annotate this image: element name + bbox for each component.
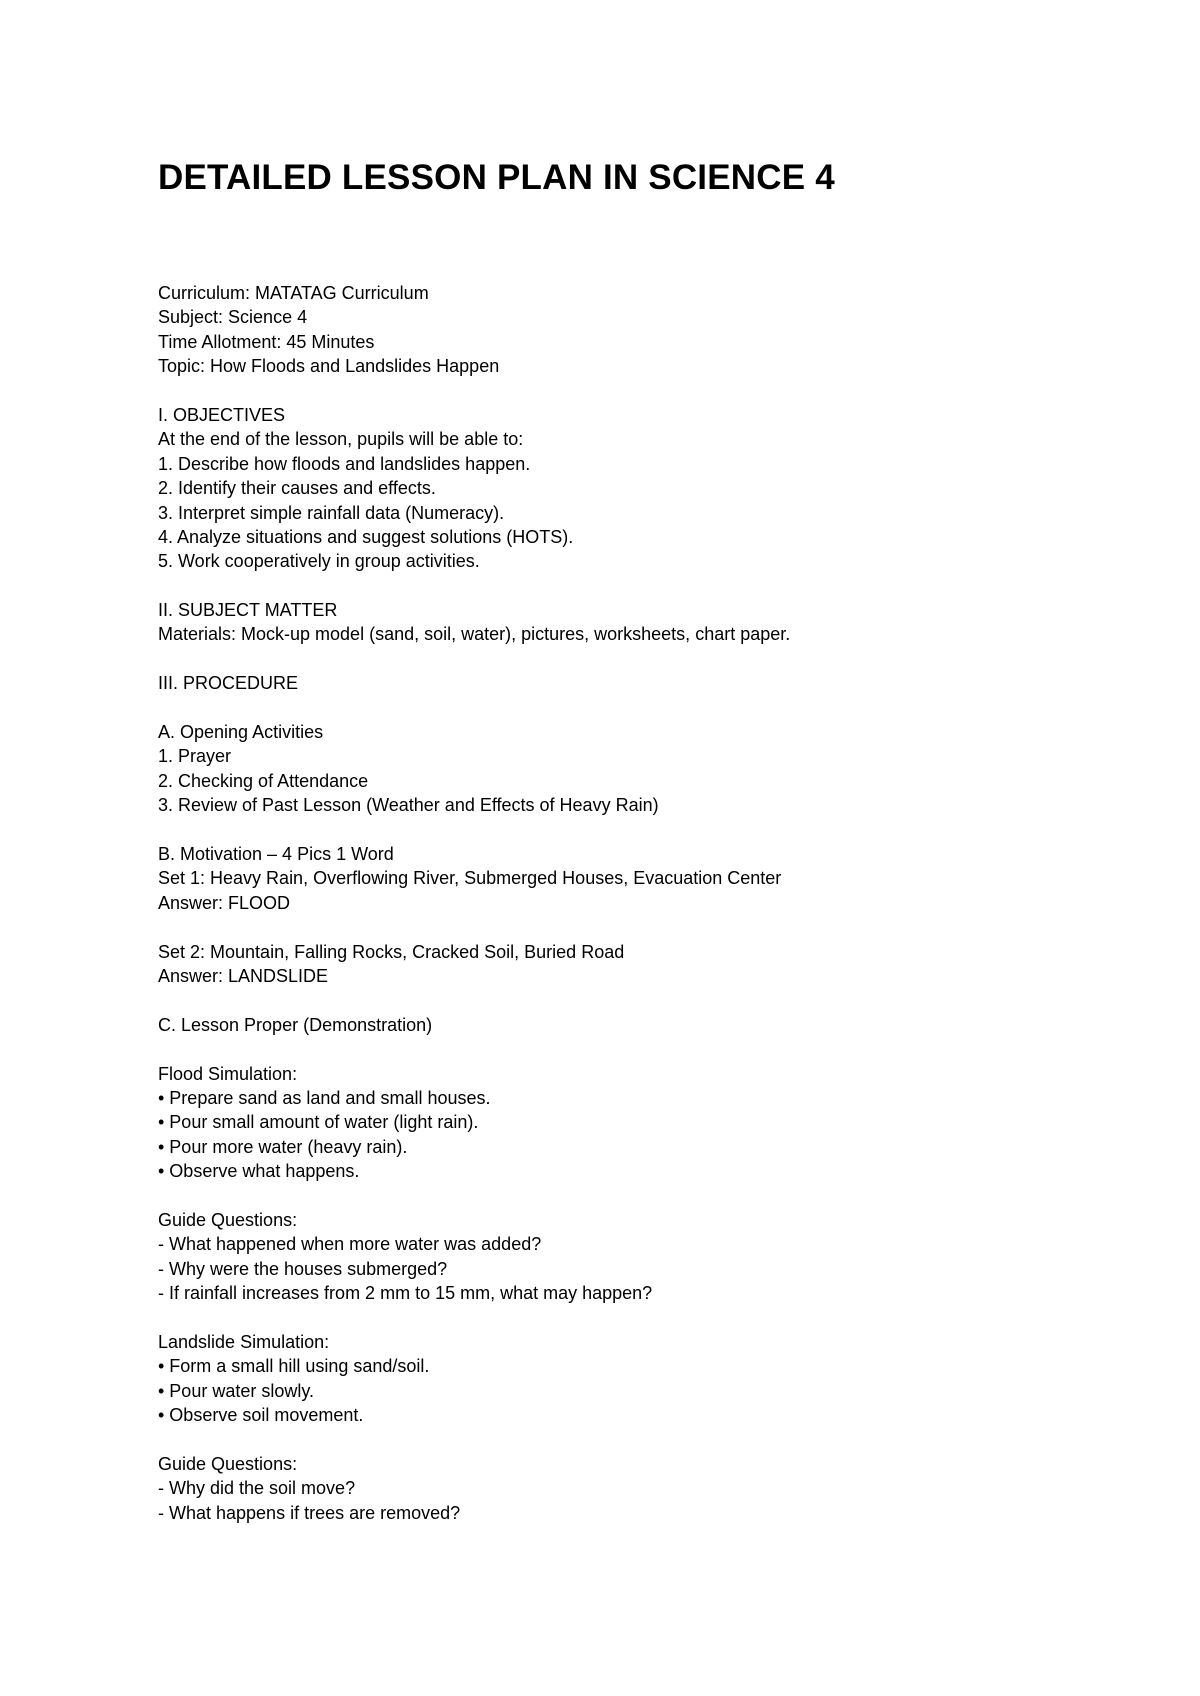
spacer [158, 915, 790, 939]
spacer [158, 1427, 790, 1451]
flood-step: • Pour small amount of water (light rain). [158, 1112, 479, 1133]
subject-line: Subject: Science 4 [158, 307, 308, 328]
spacer [158, 574, 790, 598]
lesson-proper-heading: C. Lesson Proper (Demonstration) [158, 1014, 433, 1035]
landslide-step: • Form a small hill using sand/soil. [158, 1356, 430, 1377]
subject-matter-heading: II. SUBJECT MATTER [158, 600, 338, 621]
spacer [158, 696, 790, 720]
opening-item: 1. Prayer [158, 746, 232, 767]
objectives-heading: I. OBJECTIVES [158, 404, 286, 425]
flood-guide-question: - If rainfall increases from 2 mm to 15 mm, what may happen? [158, 1283, 653, 1304]
objective-item: 4. Analyze situations and suggest solutions (HOTS). [158, 526, 574, 547]
topic-line: Topic: How Floods and Landslides Happen [158, 356, 500, 377]
objective-item: 3. Interpret simple rainfall data (Numeracy). [158, 502, 505, 523]
objectives-intro: At the end of the lesson, pupils will be able to: [158, 429, 524, 450]
motivation-answer-1: Answer: FLOOD [158, 892, 291, 913]
flood-guide-questions-heading: Guide Questions: [158, 1209, 298, 1230]
curriculum-line: Curriculum: MATATAG Curriculum [158, 283, 429, 303]
spacer [158, 1183, 790, 1207]
flood-step: • Prepare sand as land and small houses. [158, 1087, 491, 1108]
document-body [158, 281, 790, 1525]
landslide-guide-question: - What happens if trees are removed? [158, 1502, 461, 1523]
objective-item: 1. Describe how floods and landslides happen. [158, 453, 531, 474]
document-title: DETAILED LESSON PLAN IN SCIENCE 4 [158, 158, 835, 197]
flood-guide-question: - Why were the houses submerged? [158, 1258, 448, 1279]
flood-guide-question: - What happened when more water was added? [158, 1234, 542, 1255]
spacer [158, 988, 790, 1012]
motivation-answer-2: Answer: LANDSLIDE [158, 965, 329, 986]
landslide-guide-questions-heading: Guide Questions: [158, 1453, 298, 1474]
flood-simulation-heading: Flood Simulation: [158, 1063, 298, 1084]
motivation-set-2: Set 2: Mountain, Falling Rocks, Cracked Soil, Buried Road [158, 941, 625, 962]
objective-item: 5. Work cooperatively in group activities. [158, 551, 480, 572]
spacer [158, 1037, 790, 1061]
spacer [158, 1305, 790, 1329]
landslide-guide-question: - Why did the soil move? [158, 1478, 356, 1499]
flood-step: • Observe what happens. [158, 1161, 360, 1182]
objective-item: 2. Identify their causes and effects. [158, 478, 436, 499]
spacer [158, 818, 790, 842]
motivation-heading: B. Motivation – 4 Pics 1 Word [158, 843, 394, 864]
spacer [158, 647, 790, 671]
landslide-simulation-heading: Landslide Simulation: [158, 1331, 330, 1352]
opening-item: 3. Review of Past Lesson (Weather and Effects of Heavy Rain) [158, 795, 659, 816]
motivation-set-1: Set 1: Heavy Rain, Overflowing River, Submerged Houses, Evacuation Center [158, 868, 782, 889]
opening-activities-heading: A. Opening Activities [158, 722, 324, 743]
materials-line: Materials: Mock-up model (sand, soil, water), pictures, worksheets, chart paper. [158, 624, 791, 645]
procedure-heading: III. PROCEDURE [158, 673, 299, 694]
flood-step: • Pour more water (heavy rain). [158, 1136, 408, 1157]
landslide-step: • Observe soil movement. [158, 1404, 364, 1425]
landslide-step: • Pour water slowly. [158, 1380, 315, 1401]
spacer [158, 379, 790, 403]
time-allotment-line: Time Allotment: 45 Minutes [158, 331, 375, 352]
opening-item: 2. Checking of Attendance [158, 770, 369, 791]
